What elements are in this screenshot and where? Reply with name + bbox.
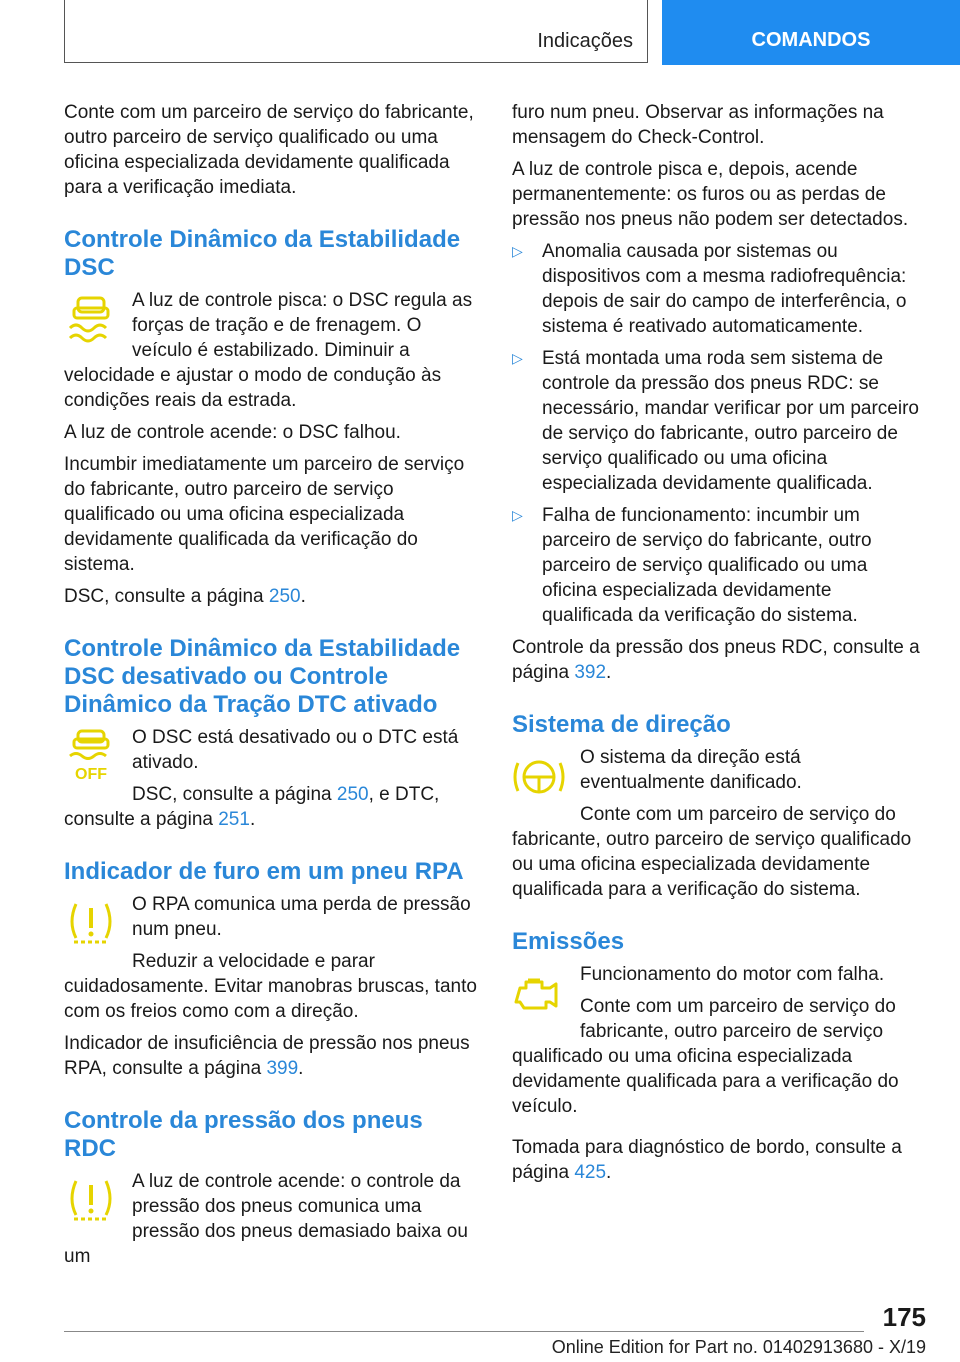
rdc-ref: Controle da pressão dos pneus RDC, consulte a página 392. xyxy=(512,637,920,683)
dsc-ref: DSC, consulte a página 250. xyxy=(64,586,306,607)
intro-paragraph: Conte com um parceiro de serviço do fabricante, outro parceiro de serviço qualificado ou uma oficina especializada devidamente qualificada para a verificação imediata. xyxy=(64,102,474,198)
engine-check-icon xyxy=(512,966,570,1026)
rdc-heading: Controle da pressão dos pneus RDC xyxy=(64,1107,423,1162)
right-column xyxy=(512,100,926,1192)
list-item: ▷ Está montada uma roda sem sistema de controle da pressão dos pneus RDC: se necessário, mandar verificar por um parceiro de serviço do fabricante, outro parceiro de serviço qualificado ou uma oficina especializada devidamente qualificada. xyxy=(512,348,919,494)
rdc-continued: furo num pneu. Observar as informações na mensagem do Check-Control. xyxy=(512,102,884,148)
page-number: 175 xyxy=(882,1302,926,1332)
dsc-off-icon xyxy=(64,729,122,789)
emissions-p2: Conte com um parceiro de serviço do fabricante, outro parceiro de serviço qualificado ou uma oficina especializada devidamente qualificada para a verificação do veículo. xyxy=(512,996,899,1117)
emissions-ref: Tomada para diagnóstico de bordo, consulte a página 425. xyxy=(512,1137,902,1183)
dsc-p2: A luz de controle acende: o DSC falhou. xyxy=(64,422,401,443)
page-link[interactable]: 392 xyxy=(574,662,607,683)
dsc-off-heading: Controle Dinâmico da Estabilidade DSC desativado ou Controle Dinâmico da Tração DTC ativado xyxy=(64,635,461,718)
steering-heading: Sistema de direção xyxy=(512,711,731,738)
header-frame xyxy=(64,0,648,63)
tire-pressure-icon xyxy=(64,1173,122,1233)
bullet-triangle-icon: ▷ xyxy=(512,350,523,366)
emissions-p1: Funcionamento do motor com falha. xyxy=(580,964,885,985)
rpa-p2: Reduzir a velocidade e parar cuidadosamente. Evitar manobras bruscas, tanto com os freios como com a direção. xyxy=(64,951,477,1022)
emissions-heading: Emissões xyxy=(512,928,625,955)
footer-divider xyxy=(64,1331,864,1332)
list-item: ▷ Falha de funcionamento: incumbir um parceiro de serviço do fabricante, outro parceiro de serviço qualificado ou uma oficina especializada devidamente qualificada da verificação do sistema. xyxy=(512,505,872,626)
page-link[interactable]: 251 xyxy=(218,809,250,830)
rpa-heading: Indicador de furo em um pneu RPA xyxy=(64,858,464,885)
steering-p1: O sistema da direção está eventualmente danificado. xyxy=(580,747,802,793)
bullet-triangle-icon: ▷ xyxy=(512,243,523,259)
edition-footer: Online Edition for Part no. 01402913680 - X/19 xyxy=(551,1337,926,1357)
rpa-p1: O RPA comunica uma perda de pressão num pneu. xyxy=(132,894,471,940)
svg-text:OFF: OFF xyxy=(75,766,107,783)
page-link[interactable]: 250 xyxy=(268,586,301,607)
left-column xyxy=(64,100,478,1276)
page-link[interactable]: 425 xyxy=(574,1162,607,1183)
dsc-p3: Incumbir imediatamente um parceiro de serviço do fabricante, outro parceiro de serviço qualificado ou uma oficina especializada devidamente qualificada da verificação do sistema. xyxy=(64,454,465,575)
page-link[interactable]: 399 xyxy=(266,1058,299,1079)
dsc-heading: Controle Dinâmico da Estabilidade DSC xyxy=(64,226,461,281)
rpa-ref: Indicador de insuficiência de pressão nos pneus RPA, consulte a página 399. xyxy=(64,1033,470,1079)
rdc-p1: A luz de controle acende: o controle da pressão dos pneus comunica uma pressão dos pneus demasiado baixa ou um xyxy=(64,1171,468,1267)
rdc-p2: A luz de controle pisca e, depois, acende permanentemente: os furos ou as perdas de pressão nos pneus não podem ser detectados. xyxy=(512,159,909,230)
chapter-tab[interactable]: COMANDOS xyxy=(662,0,960,65)
bullet-triangle-icon: ▷ xyxy=(512,507,523,523)
dsc-warning-icon xyxy=(64,292,122,352)
page-link[interactable]: 250 xyxy=(336,784,369,805)
section-label: Indicações xyxy=(537,30,633,52)
tire-pressure-icon xyxy=(64,896,122,956)
dsc-off-p1: O DSC está desativado ou o DTC está ativado. xyxy=(132,727,459,773)
dsc-p1: A luz de controle pisca: o DSC regula as forças de tração e de frenagem. O veículo é estabilizado. Diminuir a velocidade e ajustar o modo de condução às condições reais da estrada. xyxy=(64,290,473,411)
list-item: ▷ Anomalia causada por sistemas ou dispositivos com a mesma radiofrequência: depois de sair do campo de interferência, o sistema é reativado automaticamente. xyxy=(512,241,907,337)
steering-warning-icon xyxy=(512,749,570,809)
steering-p2: Conte com um parceiro de serviço do fabricante, outro parceiro de serviço qualificado ou uma oficina especializada devidamente qualificada para a verificação do sistema. xyxy=(512,804,912,900)
dsc-off-ref: DSC, consulte a página 250, e DTC, consulte a página 251. xyxy=(64,784,440,830)
